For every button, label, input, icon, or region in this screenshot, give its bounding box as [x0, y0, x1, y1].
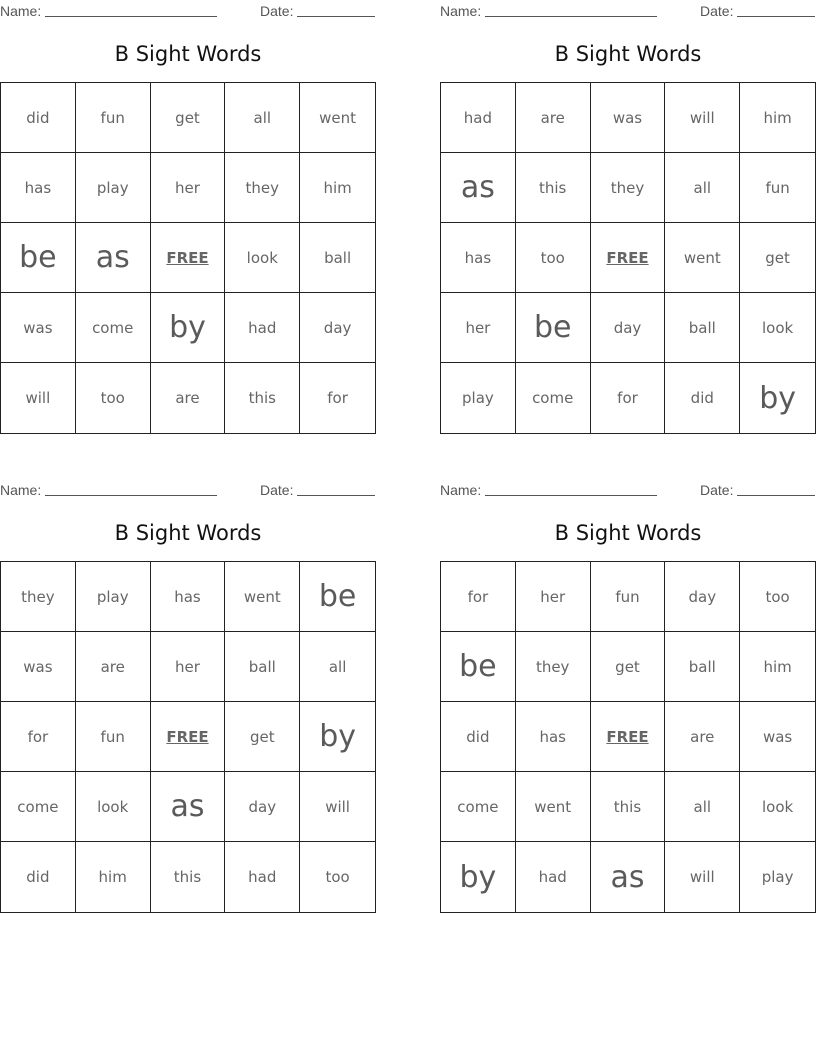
bingo-cell: has — [516, 702, 591, 772]
bingo-card — [440, 0, 816, 431]
bingo-cell: for — [1, 702, 76, 772]
bingo-cell: as — [591, 842, 666, 912]
bingo-cell: too — [516, 223, 591, 293]
bingo-cell: day — [225, 772, 300, 842]
bingo-cell: they — [225, 153, 300, 223]
bingo-cell: went — [300, 83, 375, 153]
bingo-cell: had — [441, 83, 516, 153]
bingo-cell: went — [665, 223, 740, 293]
name-blank-line — [45, 16, 217, 17]
bingo-cell: her — [151, 632, 226, 702]
bingo-cell: be — [516, 293, 591, 363]
bingo-cell: are — [151, 363, 226, 433]
bingo-cell: ball — [665, 293, 740, 363]
bingo-cell: play — [76, 562, 151, 632]
bingo-cell: look — [740, 293, 815, 363]
bingo-cell: come — [441, 772, 516, 842]
name-date-header — [0, 482, 376, 498]
bingo-cell: him — [740, 632, 815, 702]
bingo-cell: fun — [76, 83, 151, 153]
bingo-cell: for — [441, 562, 516, 632]
bingo-cell: are — [76, 632, 151, 702]
name-blank-line — [45, 495, 217, 496]
bingo-cell: has — [151, 562, 226, 632]
card-title: B Sight Words — [554, 42, 702, 66]
bingo-cell: fun — [591, 562, 666, 632]
bingo-grid — [440, 561, 816, 913]
bingo-cell: was — [591, 83, 666, 153]
bingo-cell: too — [325, 868, 350, 886]
bingo-cell: all — [665, 153, 740, 223]
date-label: Date: — [260, 482, 294, 498]
bingo-cell: as — [151, 772, 226, 842]
bingo-cell: him — [740, 83, 815, 153]
bingo-grid — [0, 561, 376, 913]
bingo-cell: had — [225, 293, 300, 363]
bingo-cell: will — [665, 83, 740, 153]
bingo-grid — [440, 82, 816, 434]
bingo-card — [0, 0, 376, 431]
bingo-cell: for — [591, 363, 666, 433]
bingo-cell: was — [1, 632, 76, 702]
date-label: Date: — [700, 482, 734, 498]
bingo-cell: had — [516, 842, 591, 912]
name-date-header — [440, 3, 816, 19]
free-space: FREE — [591, 223, 666, 293]
date-label: Date: — [700, 3, 734, 19]
bingo-cell: has — [441, 223, 516, 293]
bingo-cell: look — [225, 223, 300, 293]
bingo-cell: get — [225, 702, 300, 772]
bingo-cell: ball — [665, 632, 740, 702]
bingo-cell: by — [300, 702, 375, 772]
bingo-cell: get — [591, 632, 666, 702]
bingo-cell: will — [1, 363, 76, 433]
bingo-cell: day — [665, 562, 740, 632]
free-space: FREE — [151, 702, 226, 772]
free-space: FREE — [591, 702, 666, 772]
bingo-cell: look — [76, 772, 151, 842]
bingo-cell: this — [151, 842, 226, 912]
bingo-cell: as — [76, 223, 151, 293]
bingo-cell: her — [151, 153, 226, 223]
bingo-cell: this — [591, 772, 666, 842]
bingo-cell: are — [516, 83, 591, 153]
bingo-card — [440, 479, 816, 910]
card-title: B Sight Words — [114, 42, 262, 66]
card-title: B Sight Words — [114, 521, 262, 545]
bingo-cell: this — [225, 363, 300, 433]
name-date-header — [0, 3, 376, 19]
name-blank-line — [485, 16, 657, 17]
bingo-cell: ball — [225, 632, 300, 702]
bingo-cell: be — [441, 632, 516, 702]
bingo-cell: too — [76, 363, 151, 433]
bingo-cell: has — [1, 153, 76, 223]
card-title: B Sight Words — [554, 521, 702, 545]
bingo-cell: will — [300, 772, 375, 842]
bingo-cell: be — [300, 562, 375, 632]
bingo-cell: did — [441, 702, 516, 772]
bingo-cell: did — [1, 83, 76, 153]
bingo-cell: this — [516, 153, 591, 223]
bingo-cell: by — [759, 380, 796, 416]
bingo-cell: by — [151, 293, 226, 363]
bingo-cell: day — [591, 293, 666, 363]
bingo-cell: they — [591, 153, 666, 223]
name-date-header — [440, 482, 816, 498]
bingo-cell: all — [225, 83, 300, 153]
bingo-cell: play — [76, 153, 151, 223]
name-label: Name: — [440, 482, 482, 498]
bingo-cell: had — [225, 842, 300, 912]
bingo-cell: day — [300, 293, 375, 363]
bingo-cell: come — [76, 293, 151, 363]
free-space: FREE — [151, 223, 226, 293]
bingo-cell: did — [665, 363, 740, 433]
bingo-cell: look — [740, 772, 815, 842]
bingo-cell: play — [441, 363, 516, 433]
bingo-card — [0, 479, 376, 910]
bingo-cell: for — [327, 389, 348, 407]
bingo-cell: went — [516, 772, 591, 842]
bingo-cell: by — [441, 842, 516, 912]
bingo-cell: ball — [300, 223, 375, 293]
bingo-cell: went — [225, 562, 300, 632]
bingo-cell: was — [740, 702, 815, 772]
bingo-cell: all — [300, 632, 375, 702]
date-blank-line — [297, 495, 375, 496]
bingo-cell: be — [1, 223, 76, 293]
bingo-cell: get — [740, 223, 815, 293]
name-label: Name: — [440, 3, 482, 19]
bingo-cell: will — [665, 842, 740, 912]
date-blank-line — [737, 16, 815, 17]
bingo-cell: fun — [76, 702, 151, 772]
name-label: Name: — [0, 3, 42, 19]
bingo-cell: her — [441, 293, 516, 363]
bingo-cell: him — [76, 842, 151, 912]
bingo-cell: as — [441, 153, 516, 223]
date-label: Date: — [260, 3, 294, 19]
name-blank-line — [485, 495, 657, 496]
date-blank-line — [297, 16, 375, 17]
bingo-cell: did — [1, 842, 76, 912]
bingo-cell: come — [516, 363, 591, 433]
bingo-cell: they — [516, 632, 591, 702]
bingo-cell: are — [665, 702, 740, 772]
name-label: Name: — [0, 482, 42, 498]
bingo-grid — [0, 82, 376, 434]
bingo-cell: they — [1, 562, 76, 632]
bingo-cell: was — [1, 293, 76, 363]
bingo-cell: come — [1, 772, 76, 842]
bingo-cell: all — [665, 772, 740, 842]
date-blank-line — [737, 495, 815, 496]
bingo-cell: too — [740, 562, 815, 632]
bingo-cell: him — [300, 153, 375, 223]
bingo-cell: fun — [740, 153, 815, 223]
bingo-cell: her — [516, 562, 591, 632]
bingo-cell: play — [761, 868, 794, 886]
bingo-cell: get — [151, 83, 226, 153]
